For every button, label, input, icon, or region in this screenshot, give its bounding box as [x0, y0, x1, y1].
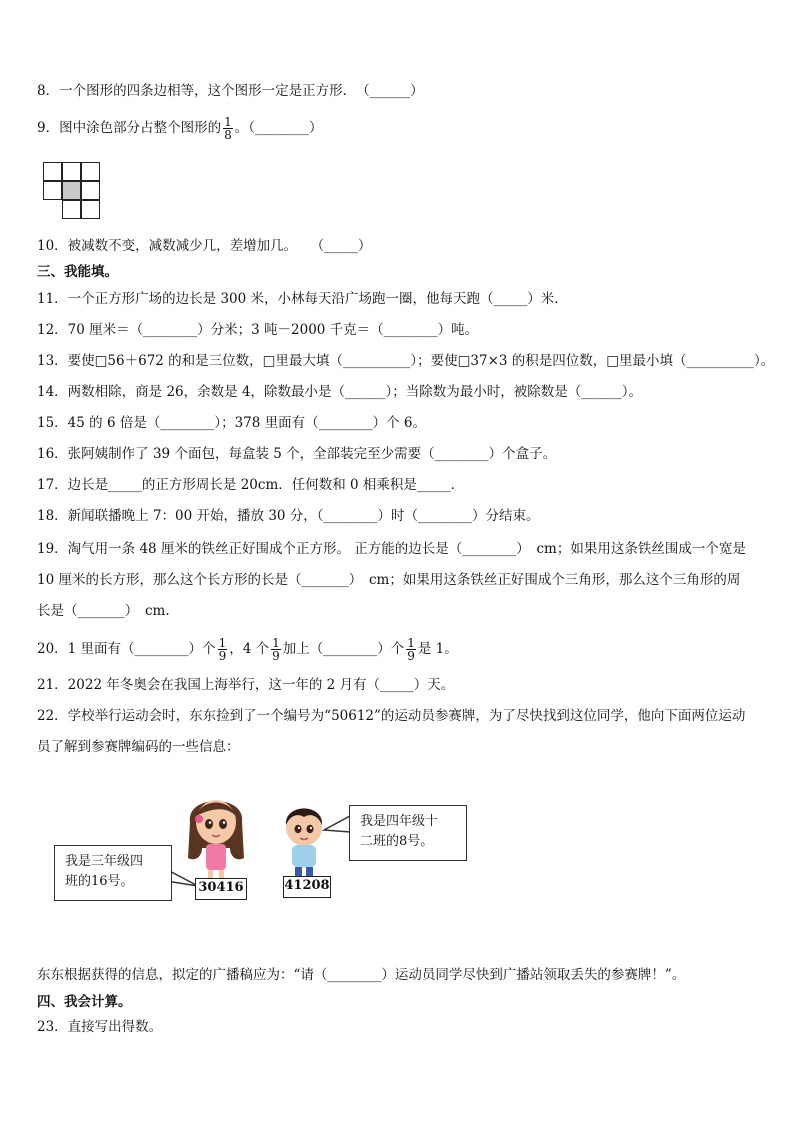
section4-heading: 四、我会计算。 — [37, 994, 132, 1010]
q19-line-1: 19．淘气用一条 48 厘米的铁丝正好围成个正方形。 正方能的边长是（________） cm；如果用这条铁丝围成一个宽是 — [37, 541, 746, 557]
boy-speech-bubble — [349, 805, 467, 861]
grid-cell — [81, 162, 100, 181]
boy-number-tag: 41208 — [283, 876, 331, 898]
q16-line: 16．张阿姨制作了 39 个面包，每盒装 5 个，全部装完至少需要（________）个盒子。 — [37, 446, 557, 462]
q9-frac-num: 1 — [224, 115, 232, 129]
q19-line-2: 10 厘米的长方形，那么这个长方形的长是（_______） cm；如果用这条铁丝正好围成个三角形，那么这个三角形的周 — [37, 572, 741, 588]
q20-fraction — [406, 637, 416, 662]
q20-frac-num: 1 — [272, 636, 280, 650]
grid-cell — [81, 181, 100, 200]
q22-line-1: 22．学校举行运动会时，东东捡到了一个编号为“50612”的运动员参赛牌，为了尽快找到这位同学，他向下面两位运动 — [37, 708, 746, 724]
grid-cell — [62, 200, 81, 219]
q17-line: 17．边长是_____的正方形周长是 20cm．任何数和 0 相乘积是_____． — [37, 477, 465, 493]
q20-frac-den: 9 — [218, 649, 227, 663]
q18-line: 18．新闻联播晚上 7：00 开始，播放 30 分，（________）时（________）分结束。 — [37, 508, 540, 524]
boy-bubble-line-2: 二班的8号。 — [360, 834, 434, 849]
girl-bubble-line-2: 班的16号。 — [65, 874, 134, 889]
q9-fraction — [223, 116, 233, 141]
q23-line: 23．直接写出得数。 — [37, 1019, 163, 1035]
girl-bubble-line-1: 我是三年级四 — [65, 854, 144, 869]
grid-cell — [43, 162, 62, 181]
q22-line-3: 东东根据获得的信息，拟定的广播稿应为：“请（________）运动员同学尽快到广播站领取丢失的参赛牌！”。 — [37, 967, 686, 983]
grid-cell — [43, 181, 62, 200]
q20-line — [37, 637, 458, 662]
q9-frac-den: 8 — [224, 128, 232, 142]
q9-line — [37, 116, 322, 141]
grid-cell-shaded — [62, 181, 81, 200]
girl-speech-bubble — [54, 845, 172, 901]
grid-cell — [62, 162, 81, 181]
q20-frac-num: 1 — [218, 636, 227, 650]
q20-part-d: 是 1。 — [417, 641, 458, 657]
q9-text-before: 9．图中涂色部分占整个图形的 — [37, 120, 222, 136]
q21-line: 21．2022 年冬奥会在我国上海举行，这一年的 2 月有（_____）天。 — [37, 677, 455, 693]
girl-number-tag: 30416 — [195, 878, 247, 900]
q12-line: 12．70 厘米＝（________）分米；3 吨－2000 千克＝（________）吨。 — [37, 322, 479, 338]
q20-frac-num: 1 — [407, 636, 415, 650]
grid-cell — [81, 200, 100, 219]
boy-speech-tail — [322, 816, 352, 838]
boy-figure — [274, 797, 334, 881]
q20-fraction — [218, 637, 228, 662]
q22-line-2: 员了解到参赛牌编码的一些信息： — [37, 739, 240, 755]
q20-frac-den: 9 — [407, 649, 415, 663]
q20-part-b: ，4 个 — [229, 641, 270, 657]
q14-line: 14．两数相除，商是 26，余数是 4，除数最小是（______）；当除数为最小时，被除数是（______）。 — [37, 384, 643, 400]
q9-text-after: 。（________） — [234, 120, 323, 136]
girl-figure — [180, 786, 252, 884]
q19-line-3: 长是（_______） cm. — [37, 603, 170, 619]
q8-line: 8．一个图形的四条边相等，这个图形一定是正方形． （______） — [37, 83, 424, 99]
q11-line: 11．一个正方形广场的边长是 300 米，小林每天沿广场跑一圈，他每天跑（_____）米． — [37, 291, 568, 307]
q20-fraction — [271, 637, 281, 662]
q13-line: 13．要使□56＋672 的和是三位数，□里最大填（__________）；要使□37×3 的积是四位数，□里最小填（__________）。 — [37, 353, 775, 369]
q15-line: 15．45 的 6 倍是（________）；378 里面有（________）个 6。 — [37, 415, 427, 431]
q20-frac-den: 9 — [272, 649, 280, 663]
q20-part-a: 20．1 里面有（________）个 — [37, 641, 216, 657]
q10-line: 10．被减数不变，减数减少几，差增加几。 （_____） — [37, 238, 372, 254]
q20-part-c: 加上（________）个 — [282, 641, 405, 657]
boy-bubble-line-1: 我是四年级十 — [360, 814, 439, 829]
section3-heading: 三、我能填。 — [37, 264, 118, 280]
